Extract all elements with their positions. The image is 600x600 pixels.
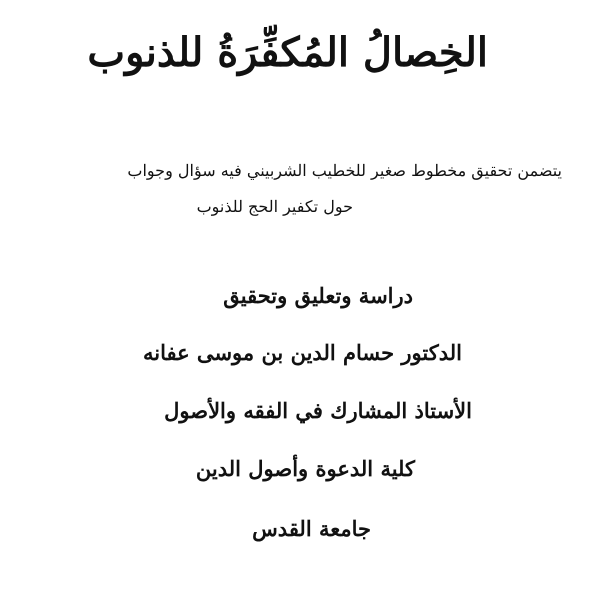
book-title: الخِصالُ المُكفِّرَةُ للذنوب — [87, 29, 488, 76]
subtitle-line-2: حول تكفير الحج للذنوب — [196, 197, 353, 216]
study-note: دراسة وتعليق وتحقيق — [223, 283, 413, 308]
university-name: جامعة القدس — [252, 516, 371, 541]
faculty-name: كلية الدعوة وأصول الدين — [195, 456, 415, 481]
author-position: الأستاذ المشارك في الفقه والأصول — [164, 398, 472, 423]
author-name: الدكتور حسام الدين بن موسى عفانه — [142, 340, 462, 365]
subtitle-line-1: يتضمن تحقيق مخطوط صغير للخطيب الشربيني فيه سؤال وجواب — [127, 161, 562, 180]
